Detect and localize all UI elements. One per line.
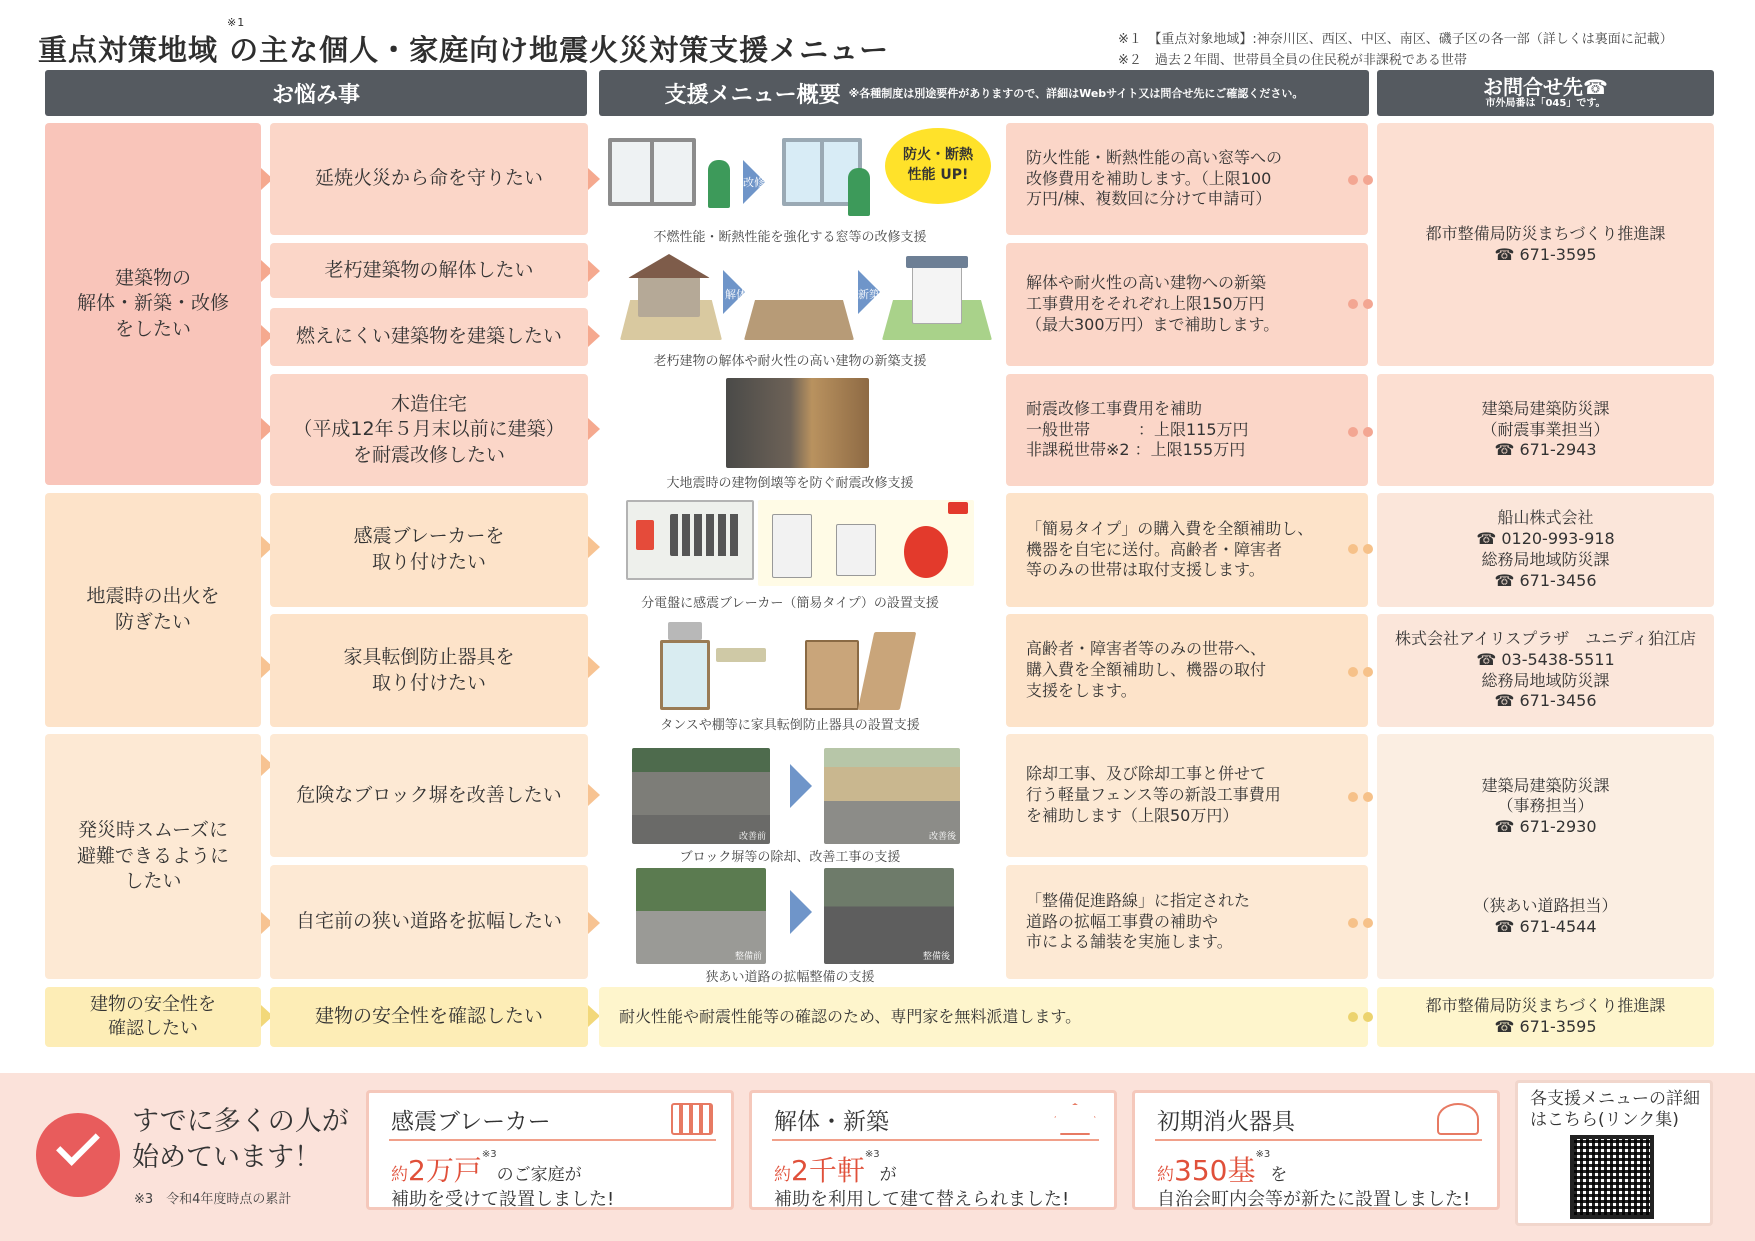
bottom-note: ※3 令和4年度時点の累計 bbox=[134, 1192, 292, 1207]
caption-block-wall: ブロック塀等の除却、改善工事の支援 bbox=[679, 850, 901, 865]
stat-card-extinguisher: 初期消火器具 約350基$^{※3}$を 自治会町内会等が新たに設置しました! bbox=[1132, 1090, 1500, 1210]
worry-seismic-breaker: 感震ブレーカーを 取り付けたい bbox=[270, 493, 588, 607]
block-wall-before-photo: 改善前 bbox=[632, 748, 770, 844]
worry-building-safety: 建物の安全性を確認したい bbox=[270, 987, 588, 1047]
road-after-photo: 整備後 bbox=[824, 868, 954, 964]
check-icon bbox=[36, 1113, 120, 1197]
header-contact: お問合せ先☎ 市外局番は「045」です。 bbox=[1377, 70, 1714, 116]
worry-seismic-retrofit: 木造住宅 （平成12年５月末以前に建築） を耐震改修したい bbox=[270, 374, 588, 486]
road-before-photo: 整備前 bbox=[636, 868, 766, 964]
bottom-headline: すでに多くの人が 始めています！ bbox=[132, 1106, 349, 1174]
qr-panel[interactable]: 各支援メニューの詳細 はこちら(リンク集) bbox=[1515, 1080, 1713, 1226]
performance-up-bubble: 防火・断熱 性能 UP! bbox=[885, 128, 991, 204]
fire-extinguisher-icon bbox=[1437, 1103, 1479, 1135]
contact-safety: 都市整備局防災まちづくり推進課 ☎ 671-3595 bbox=[1377, 987, 1714, 1047]
contact-furniture: 株式会社アイリスプラザ ユニディ狛江店 ☎ 03-5438-5511 総務局地域防災課 ☎ 671-3456 bbox=[1377, 614, 1714, 727]
desc-demolish: 解体や耐火性の高い建物への新築 工事費用をそれぞれ上限150万円 （最大300万円）まで補助します。 bbox=[1006, 243, 1368, 366]
caption-window: 不燃性能・断熱性能を強化する窓等の改修支援 bbox=[653, 230, 927, 245]
worry-fire-spread: 延焼火災から命を守りたい bbox=[270, 123, 588, 235]
category-fire: 地震時の出火を 防ぎたい bbox=[45, 493, 261, 727]
desc-breaker: 「簡易タイプ」の購入費を全額補助し、 機器を自宅に送付。高齢者・障害者 等のみの世帯は取付支援します。 bbox=[1006, 493, 1368, 607]
contact-kenchiku-jimu: 建築局建築防災課 （事務担当） ☎ 671-2930 （狭あい道路担当） ☎ 671-4544 bbox=[1377, 734, 1714, 979]
caption-road: 狭あい道路の拡幅整備の支援 bbox=[705, 970, 875, 985]
desc-window: 防火性能・断熱性能の高い窓等への 改修費用を補助します。（上限100 万円/棟、複数回に分けて申請可） bbox=[1006, 123, 1368, 235]
seismic-retrofit-photo bbox=[726, 378, 869, 468]
caption-demolish: 老朽建物の解体や耐火性の高い建物の新築支援 bbox=[653, 354, 927, 369]
worry-furniture: 家具転倒防止器具を 取り付けたい bbox=[270, 614, 588, 727]
header-worries: お悩み事 bbox=[45, 70, 587, 116]
category-evac: 発災時スムーズに 避難できるように したい bbox=[45, 734, 261, 979]
block-wall-after-photo: 改善後 bbox=[824, 748, 960, 844]
caption-furniture: タンスや棚等に家具転倒防止器具の設置支援 bbox=[660, 718, 920, 733]
footnote-1: ※１ 【重点対象地域】:神奈川区、西区、中区、南区、磯子区の各一部（詳しくは裏面に記載） bbox=[1118, 32, 1673, 47]
header-menu: 支援メニュー概要 ※各種制度は別途要件がありますので、詳細はWebサイト又は問合せ先にご確認ください。 bbox=[599, 70, 1369, 116]
contact-toshiseibi: 都市整備局防災まちづくり推進課 ☎ 671-3595 bbox=[1377, 123, 1714, 366]
footnote-2: ※２ 過去２年間、世帯員全員の住民税が非課税である世帯 bbox=[1118, 53, 1467, 68]
breaker-icon bbox=[671, 1103, 713, 1135]
stat-card-breaker: 感震ブレーカー 約2万戸$^{※3}$のご家庭が 補助を受けて設置しました! bbox=[366, 1090, 734, 1210]
house-tools-icon bbox=[1054, 1103, 1096, 1135]
category-safety: 建物の安全性を 確認したい bbox=[45, 987, 261, 1047]
caption-breaker: 分電盤に感震ブレーカー（簡易タイプ）の設置支援 bbox=[641, 596, 939, 611]
worry-demolish: 老朽建築物の解体したい bbox=[270, 243, 588, 298]
worry-narrow-road: 自宅前の狭い道路を拡幅したい bbox=[270, 865, 588, 979]
stat-card-rebuild: 解体・新築 約2千軒$^{※3}$が 補助を利用して建て替えられました! bbox=[749, 1090, 1117, 1210]
category-building: 建築物の 解体・新築・改修 をしたい bbox=[45, 123, 261, 485]
caption-retrofit: 大地震時の建物倒壊等を防ぐ耐震改修支援 bbox=[666, 476, 914, 491]
contact-kenchiku-taishin: 建築局建築防災課 （耐震事業担当） ☎ 671-2943 bbox=[1377, 374, 1714, 486]
worry-fireproof-build: 燃えにくい建築物を建築したい bbox=[270, 308, 588, 366]
page-title: 重点対策地域 の主な個人・家庭向け地震火災対策支援メニュー ※1 bbox=[38, 16, 890, 67]
contact-breaker: 船山株式会社 ☎ 0120-993-918 総務局地域防災課 ☎ 671-3456 bbox=[1377, 493, 1714, 607]
worry-block-wall: 危険なブロック塀を改善したい bbox=[270, 734, 588, 857]
qr-code-icon[interactable] bbox=[1570, 1135, 1654, 1219]
desc-block-wall: 除却工事、及び除却工事と併せて 行う軽量フェンス等の新設工事費用 を補助します（上限50万円） bbox=[1006, 734, 1368, 857]
desc-furniture: 高齢者・障害者等のみの世帯へ、 購入費を全額補助し、機器の取付 支援をします。 bbox=[1006, 614, 1368, 727]
desc-building-safety: 耐火性能や耐震性能等の確認のため、専門家を無料派遣します。 bbox=[599, 987, 1368, 1047]
desc-retrofit: 耐震改修工事費用を補助 一般世帯 ：上限115万円 非課税世帯※2 ：上限155万円 bbox=[1006, 374, 1368, 486]
desc-road: 「整備促進路線」に指定された 道路の拡幅工事費の補助や 市による舗装を実施します。 bbox=[1006, 865, 1368, 979]
